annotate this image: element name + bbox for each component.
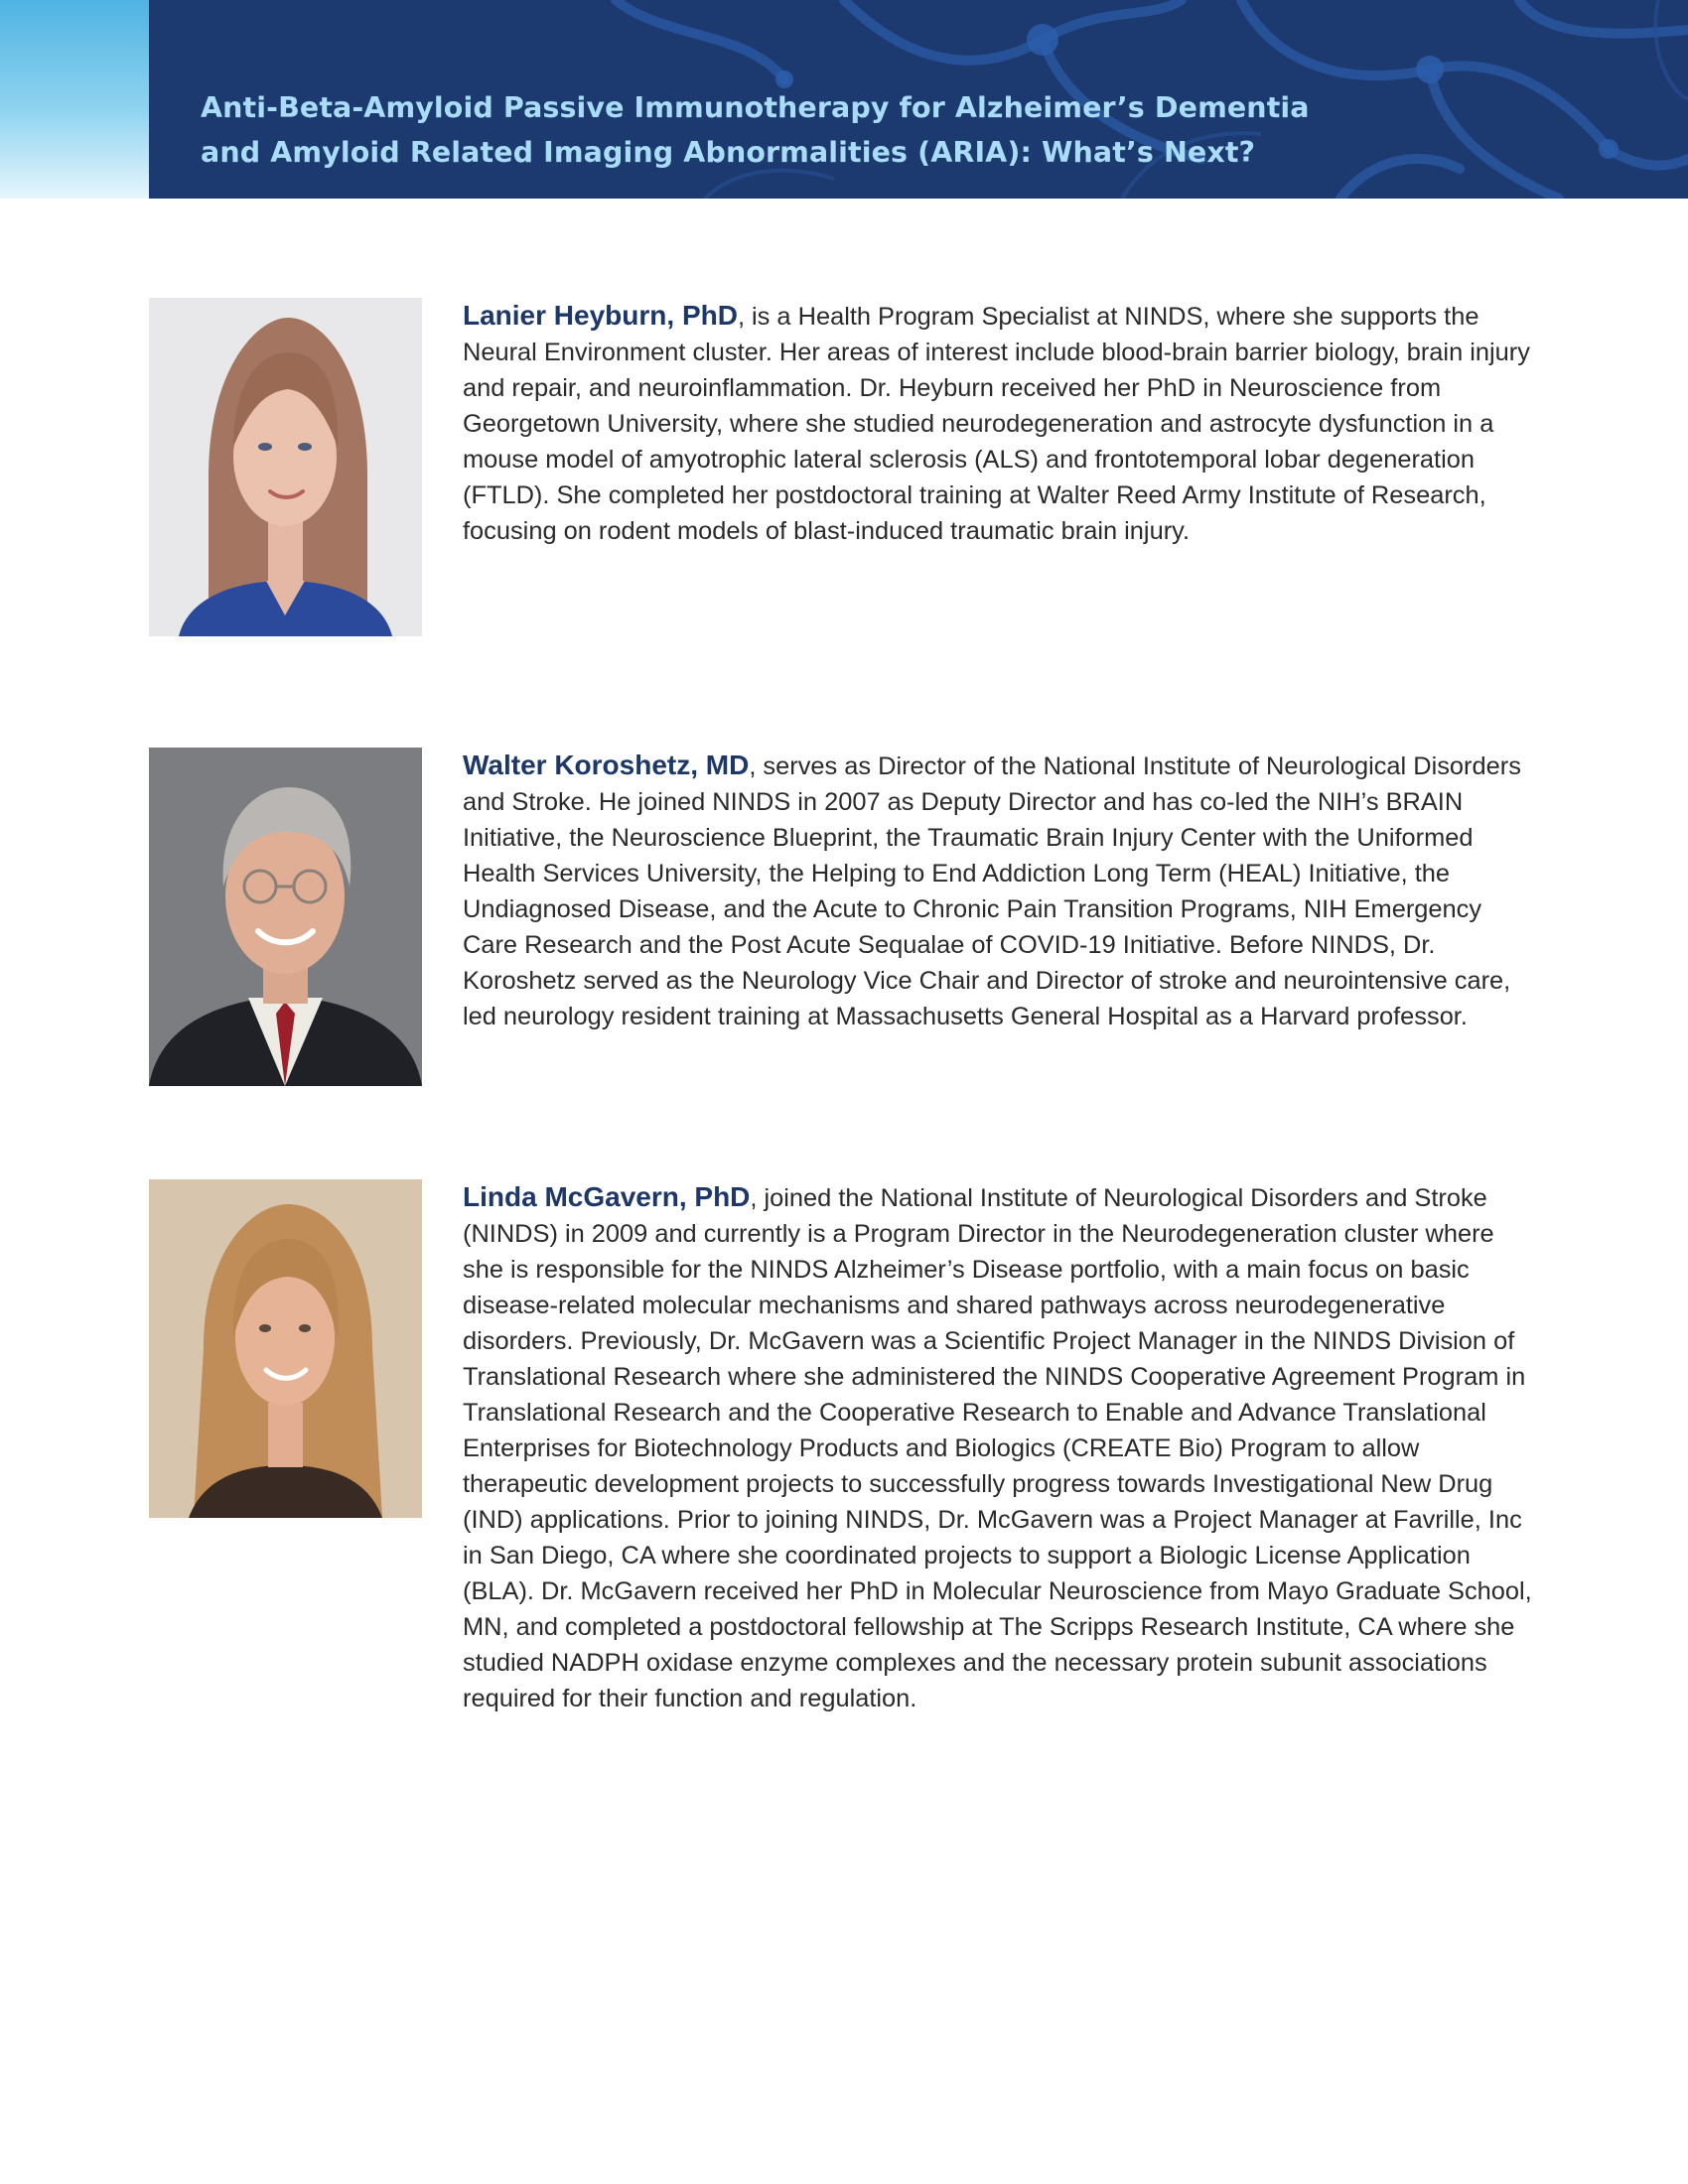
- page-title-line-2: and Amyloid Related Imaging Abnormalities (ARIA): What’s Next?: [201, 136, 1256, 169]
- bio-text-koroshetz: [463, 748, 1539, 1034]
- bio-text-mcgavern: [463, 1179, 1539, 1716]
- bio-name-koroshetz: Walter Koroshetz, MD: [463, 750, 750, 780]
- bio-body-koroshetz: , serves as Director of the National Institute of Neurological Disorders and Stroke. He joined NINDS in 2007 as Deputy Director and has co-led the NIH’s BRAIN Initiative, the Neuroscience Blueprint, the Traumatic Brain Injury Center with the Uniformed Health Services University, the Helping to End Addiction Long Term (HEAL) Initiative, the Undiagnosed Disease, and the Acute to Chronic Pain Transition Programs, NIH Emergency Care Research and the Post Acute Sequalae of COVID-19 Initiative. Before NINDS, Dr. Koroshetz served as the Neurology Vice Chair and Director of stroke and neurointensive care, led neurology resident training at Massachusetts General Hospital as a Harvard professor.: [463, 752, 1521, 1030]
- accent-strip: [0, 0, 149, 199]
- portrait-photo-heyburn: [149, 298, 422, 636]
- portrait-mcgavern-image: [149, 1179, 422, 1518]
- portrait-photo-mcgavern: [149, 1179, 422, 1518]
- bio-name-mcgavern: Linda McGavern, PhD: [463, 1181, 751, 1212]
- page-title-line-1: Anti-Beta-Amyloid Passive Immunotherapy for Alzheimer’s Dementia: [201, 91, 1310, 124]
- bio-walter-koroshetz: [149, 748, 1539, 1090]
- bio-linda-mcgavern: [149, 1179, 1539, 1835]
- bio-lanier-heyburn: [149, 298, 1539, 640]
- portrait-koroshetz-image: [149, 748, 422, 1086]
- bio-name-heyburn: Lanier Heyburn, PhD: [463, 300, 738, 331]
- bio-text-heyburn: [463, 298, 1539, 549]
- bio-body-mcgavern: , joined the National Institute of Neurological Disorders and Stroke (NINDS) in 2009 and currently is a Program Director in the Neurodegeneration cluster where she is responsible for the NINDS Alzheimer’s Disease portfolio, with a main focus on basic disease-related molecular mechanisms and shared pathways across neurodegenerative disorders. Previously, Dr. McGavern was a Scientific Project Manager in the NINDS Division of Translational Research where she administered the NINDS Cooperative Agreement Program in Translational Research and the Cooperative Research to Enable and Advance Translational Enterprises for Biotechnology Products and Biologics (CREATE Bio) Program to allow therapeutic development projects to successfully progress towards Investigational New Drug (IND) applications. Prior to joining NINDS, Dr. McGavern was a Project Manager at Favrille, Inc in San Diego, CA where she coordinated projects to support a Biologic License Application (BLA). Dr. McGavern received her PhD in Molecular Neuroscience from Mayo Graduate School, MN, and completed a postdoctoral fellowship at The Scripps Research Institute, CA where she studied NADPH oxidase enzyme complexes and the necessary protein subunit associations required for their function and regulation.: [463, 1184, 1532, 1712]
- header-banner: [149, 0, 1688, 199]
- bio-body-heyburn: , is a Health Program Specialist at NINDS, where she supports the Neural Environment cluster. Her areas of interest include blood-brain barrier biology, brain injury and repair, and neuroinflammation. Dr. Heyburn received her PhD in Neuroscience from Georgetown University, where she studied neurodegeneration and astrocyte dysfunction in a mouse model of amyotrophic lateral sclerosis (ALS) and frontotemporal lobar degeneration (FTLD). She completed her postdoctoral training at Walter Reed Army Institute of Research, focusing on rodent models of blast-induced traumatic brain injury.: [463, 303, 1530, 545]
- portrait-photo-koroshetz: [149, 748, 422, 1086]
- page-title: [201, 85, 1310, 175]
- portrait-heyburn-image: [149, 298, 422, 636]
